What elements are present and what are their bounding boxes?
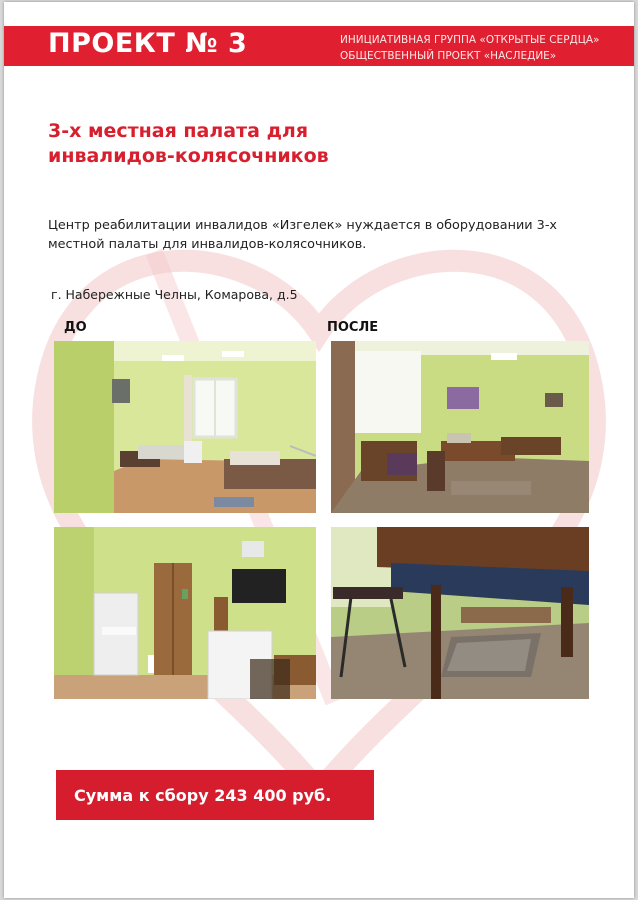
after-label: ПОСЛЕ [327,320,379,335]
after-photo-bed [331,527,589,699]
after-photo-room [331,341,589,513]
organization-line-2: ОБЩЕСТВЕННЫЙ ПРОЕКТ «НАСЛЕДИЕ» [340,50,557,62]
organization-info [340,32,620,64]
fundraising-sum-box [56,770,374,820]
document-page [4,2,634,898]
fundraising-sum: Сумма к сбору 243 400 руб. [74,786,332,805]
before-photo-room [54,341,316,513]
address: г. Набережные Челны, Комарова, д.5 [51,287,298,302]
title-line-1: 3-х местная палата для [48,120,309,142]
organization-line-1: ИНИЦИАТИВНАЯ ГРУППА «ОТКРЫТЫЕ СЕРДЦА» [340,34,600,46]
project-description: Центр реабилитации инвалидов «Изгелек» нуждается в оборудовании 3-х местной палаты для инвалидов-колясочников. [48,218,558,252]
project-title: ПРОЕКТ № 3 [48,28,248,59]
page-title [48,119,568,169]
before-label: ДО [64,320,87,335]
before-photo-sink [54,527,316,699]
title-line-2: инвалидов-колясочников [48,145,329,167]
